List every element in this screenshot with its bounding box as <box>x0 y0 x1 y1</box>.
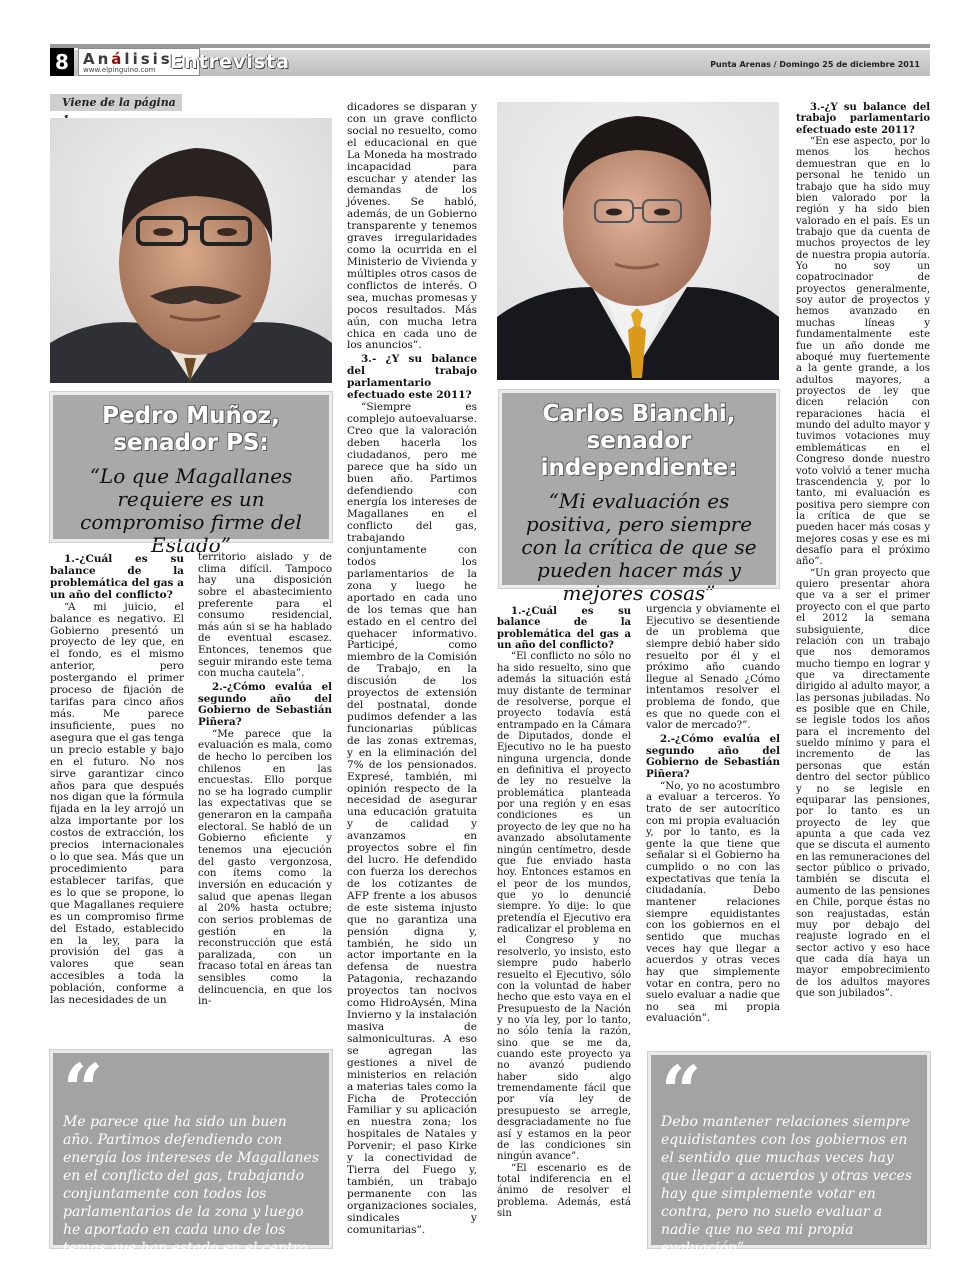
continued-from-label: Viene de la página <box>50 94 182 111</box>
interview-question: 1.-¿Cuál es su balance de la problemática del gas a un año del conflicto? <box>50 553 184 601</box>
logo-website: www.elpinguino.com <box>83 66 156 74</box>
logo-wordmark: Análisis <box>83 50 173 68</box>
interview-question: 1.-¿Cuál es su balance de la problemática del gas a un año del conflicto? <box>497 606 631 652</box>
headline-quote: “Mi evaluación es positiva, pero siempre con la crítica de que se pueden hacer más y mejores cosas” <box>521 489 757 605</box>
page-header <box>50 44 930 76</box>
interview-question: 3.- ¿Y su balance del trabajo parlamentario efectuado este 2011? <box>347 353 477 402</box>
interviewee-affiliation: independiente: <box>540 455 738 481</box>
right-column-2 <box>646 604 780 1025</box>
interviewee-role: senador PS: <box>113 430 269 456</box>
interviewee-role: senador <box>586 428 692 454</box>
portrait-pedro-munoz <box>50 118 332 383</box>
body-paragraph: territorio aislado y de clima difícil. Tampoco hay una disposición sobre el abastecimiento preferente para el consumo residencial, más aún si se ha hablado de eventual escasez. Entonces, tenemos que seguir mirando este tema con mucha cautela”. <box>198 551 332 680</box>
interview-question: 3.-¿Y su balance del trabajo parlamentario efectuado este 2011? <box>796 102 930 136</box>
left-column-2 <box>198 552 332 1008</box>
body-paragraph: dicadores se disparan y con un grave conflicto social no resuelto, como el educacional en que La Moneda ha mostrado incapacidad para escuchar y atender las demandas de los jóvenes. Se habló, además, de un Gobierno transparente y tenemos graves irregularidades como la ocurrida en el Ministerio de Vivienda y múltiples otros casos de conflictos de interés. O sea, muchas promesas y pocos resultados. Más aún, con mucha letra chica en cada uno de los anuncios”. <box>347 101 477 352</box>
body-paragraph: “Siempre es complejo autoevaluarse. Creo que la valoración deben hacerla los ciudadanos, pero me parece que ha sido un buen año. Partimos defendiendo con energía los intereses de Magallanes en el conflicto del gas, trabajando conjuntamente con todos los parlamentarios de la zona y luego he aportado en cada uno de los temas que han estado en el centro del quehacer informativo. Participé, como miembro de la Comisión de Trabajo, en la discusión de los proyectos de extensión del postnatal, donde pudimos defender a las funcionarias públicas de las zonas extremas, y en la eliminación del 7% de los pensionados. Expresé, también, mi opinión respecto de la necesidad de asegurar una educación gratuita y de calidad y avanzamos en proyectos sobre el fin del lucro. He defendido con fuerza los derechos de los cotizantes de AFP frente a los abusos de este sistema injusto que no garantiza una pensión digna y, también, he sido un actor importante en la defensa de nuestra Patagonia, rechazando proyectos tan nocivos como HidroAysén, Mina Invierno y la instalación masiva de salmoniculturas. A eso se agregan las gestiones a nivel de ministerios en relación a materias tales como la Ficha de Protección Familiar y su aplicación en nuestra zona; los hospitales de Natales y Porvenir; el paso Kirke y la conectividad de Tierra del Fuego y, también, un trabajo permanente con las organizaciones sociales, sindicales y comunitarias”. <box>347 401 477 1236</box>
pull-quote-text: Me parece que ha sido un buen año. Partimos defendiendo con energía los intereses de Magallanes en el conflicto del gas, trabajando conjuntamente con todos los parlamentarios de la zona y luego he aportado en cada uno de los temas que han estado en el centro del quehacer informativo”. <box>63 1114 320 1274</box>
left-column-1 <box>50 552 184 1007</box>
headline-box-left <box>50 392 332 557</box>
quote-mark-icon: “ <box>661 1050 702 1133</box>
interview-question: 2.-¿Cómo evalúa el segundo año del Gobierno de Sebastián Piñera? <box>198 681 332 728</box>
interviewee-name: Carlos Bianchi, <box>542 401 736 427</box>
pull-quote-right <box>648 1050 930 1256</box>
quote-mark-icon: “ <box>63 1048 104 1131</box>
left-column-3 <box>347 102 477 1237</box>
body-paragraph: “A mi juicio, el balance es negativo. El Gobierno presentó un proyecto de ley que, en el fondo, es el mismo anterior, pero postergando el primer proceso de fijación de tarifas para cinco años más. Me parece insuficiente, pues no asegura que el gas tenga un precio estable y bajo en el futuro. No nos sirve garantizar cinco años para que después nos digan que la fórmula fijada en la ley arrojó un alza importante por los costos de extracción, los precios internacionales o lo que sea. Más que un procedimiento para establecer tarifas, que es lo que se propone, lo que Magallanes requiere es un compromiso firme del Estado, establecido en la ley, para la provisión del gas a valores que sean accesibles a toda la población, conforme a las necesidades de un <box>50 600 184 1007</box>
pull-quote-text: Debo mantener relaciones siempre equidistantes con los gobiernos en el sentido que muchas veces hay que llegar a acuerdos y otras veces hay que simplemente votar en contra, pero no suelo evaluar a nadie que no sea mi propia evaluación”. <box>661 1114 913 1256</box>
body-paragraph: “Me parece que la evaluación es mala, como de hecho lo perciben los chilenos en las encuestas. Ello porque no se ha logrado cumplir las expectativas que se generaron en la campaña electoral. Se habló de un Gobierno eficiente y tenemos una ejecución del gasto vergonzosa, con ítems como la inversión en educación y salud que apenas llegan al 20% hasta octubre; con serios problemas de gestión en la reconstrucción que está paralizada, con un fracaso total en áreas tan sensibles como la delincuencia, en que los in- <box>198 727 332 1008</box>
pull-quote-left <box>50 1048 332 1274</box>
body-paragraph: “En ese aspecto, por lo menos los hechos demuestran que en lo personal he tenido un trabajo que ha sido muy bien valorado por la región y ha sido bien valorado en el país. Es un trabajo que da cuenta de muchos proyectos de ley de nuestra propia autoría. Yo no soy un copatrocinador de proyectos generalmente, soy autor de proyectos y hemos avanzado en muchas líneas y fundamentalmente este fue un año donde me aboqué muy fuertemente a la gente grande, a los adultos mayores, a proyectos de ley que dicen relación con reparaciones hacia el mundo del adulto mayor y tuvimos votaciones muy emblemáticas en el Congreso donde nuestro voto volvió a tener mucha trascendencia y, por lo tanto, mi evaluación es positiva pero siempre con la crítica de que se pueden hacer más cosas y mejores cosas y ese es mi desafío para el próximo año”. <box>796 136 930 568</box>
section-title: Entrevista <box>170 51 290 73</box>
body-paragraph: “No, yo no acostumbro a evaluar a terceros. Yo trato de ser autocrítico con mi propia evaluación y, por lo tanto, es la gente la que tiene que señalar si el Gobierno ha cumplido o no con las expectativas que tenía la ciudadanía. Debo mantener relaciones siempre equidistantes con los gobiernos en el sentido que muchas veces hay que llegar a acuerdos y otras veces hay que simplemente votar en contra, pero no suelo evaluar a nadie que no sea mi propia evaluación”. <box>646 779 780 1025</box>
headline-quote: “Lo que Magallanes requiere es un compromiso firme del Estado” <box>80 464 302 557</box>
headline-box-right <box>499 390 779 605</box>
right-column-3 <box>796 100 930 999</box>
body-paragraph: “Un gran proyecto que quiero presentar ahora que va a ser el primer proyecto con el que parto el 2012 la semana subsiguiente, dice relación con un trabajo que nos demoramos mucho tiempo en lograr y que va directamente dirigido al adulto mayor, a las personas jubiladas. No es posible que en Chile, se legisle todos los años para el incremento del sueldo mínimo y para el incremento de las personas que están dentro del sector público y no se legisle en equiparar las pensiones, por lo tanto es un proyecto de ley que apunta a que cada vez que se discuta el aumento en las remuneraciones del sector público o privado, también se discuta el aumento de las pensiones en Chile, porque éstas no son reajustadas, están muy por debajo del reajuste logrado en el sector activo y eso hace que cada día haya un mayor empobrecimiento de los adultos mayores que son jubilados”. <box>796 567 930 1000</box>
body-paragraph: urgencia y obviamente el Ejecutivo se desentiende de un problema que siempre debió haber sido resuelto por él y el próximo año cuando llegue al Senado ¿Cómo intentamos resolver el problema de fondo, que es que no quede con el valor de mercado?”. <box>646 603 780 732</box>
page-number: 8 <box>50 48 74 76</box>
interview-question: 2.-¿Cómo evalúa el segundo año del Gobierno de Sebastián Piñera? <box>646 733 780 780</box>
right-column-1 <box>497 604 631 1219</box>
portrait-carlos-bianchi <box>497 102 779 380</box>
interviewee-name: Pedro Muñoz, <box>102 403 280 429</box>
dateline: Punta Arenas / Domingo 25 de diciembre 2011 <box>710 60 920 69</box>
body-paragraph: “El conflicto no sólo no ha sido resuelto, sino que además la situación está muy distante de terminar de resolverse, porque el proyecto todavía está entrampado en la Cámara de Diputados, donde el Ejecutivo no le ha puesto ninguna urgencia, donde en definitiva el proyecto de ley no resuelve la problemática planteada por una región y en esas condiciones es un proyecto de ley que no ha avanzado absolutamente ningún centímetro, desde que fue enviado hasta hoy. Entonces estamos en el peor de los mundos, que yo lo denuncié siempre. Yo dije: lo que pretendía el Ejecutivo era radicalizar el problema en el Congreso y no resolverlo, yo insisto, esto siempre pudo haberlo resuelto el Ejecutivo, sólo con la voluntad de haber hecho que esto vaya en el Presupuesto de la Nación y no vía ley, por lo tanto, no sólo tenía la razón, sino que se me da, cuando este proyecto ya no avanzó pudiendo haber sido algo tremendamente fácil que por vía ley de presupuesto se arregle, desgraciadamente no fue así y estamos en la peor de las condiciones sin ningún avance”. <box>497 651 631 1163</box>
body-paragraph: “El escenario es de total indiferencia en el ánimo de resolver el problema. Además, está sin <box>497 1162 631 1220</box>
